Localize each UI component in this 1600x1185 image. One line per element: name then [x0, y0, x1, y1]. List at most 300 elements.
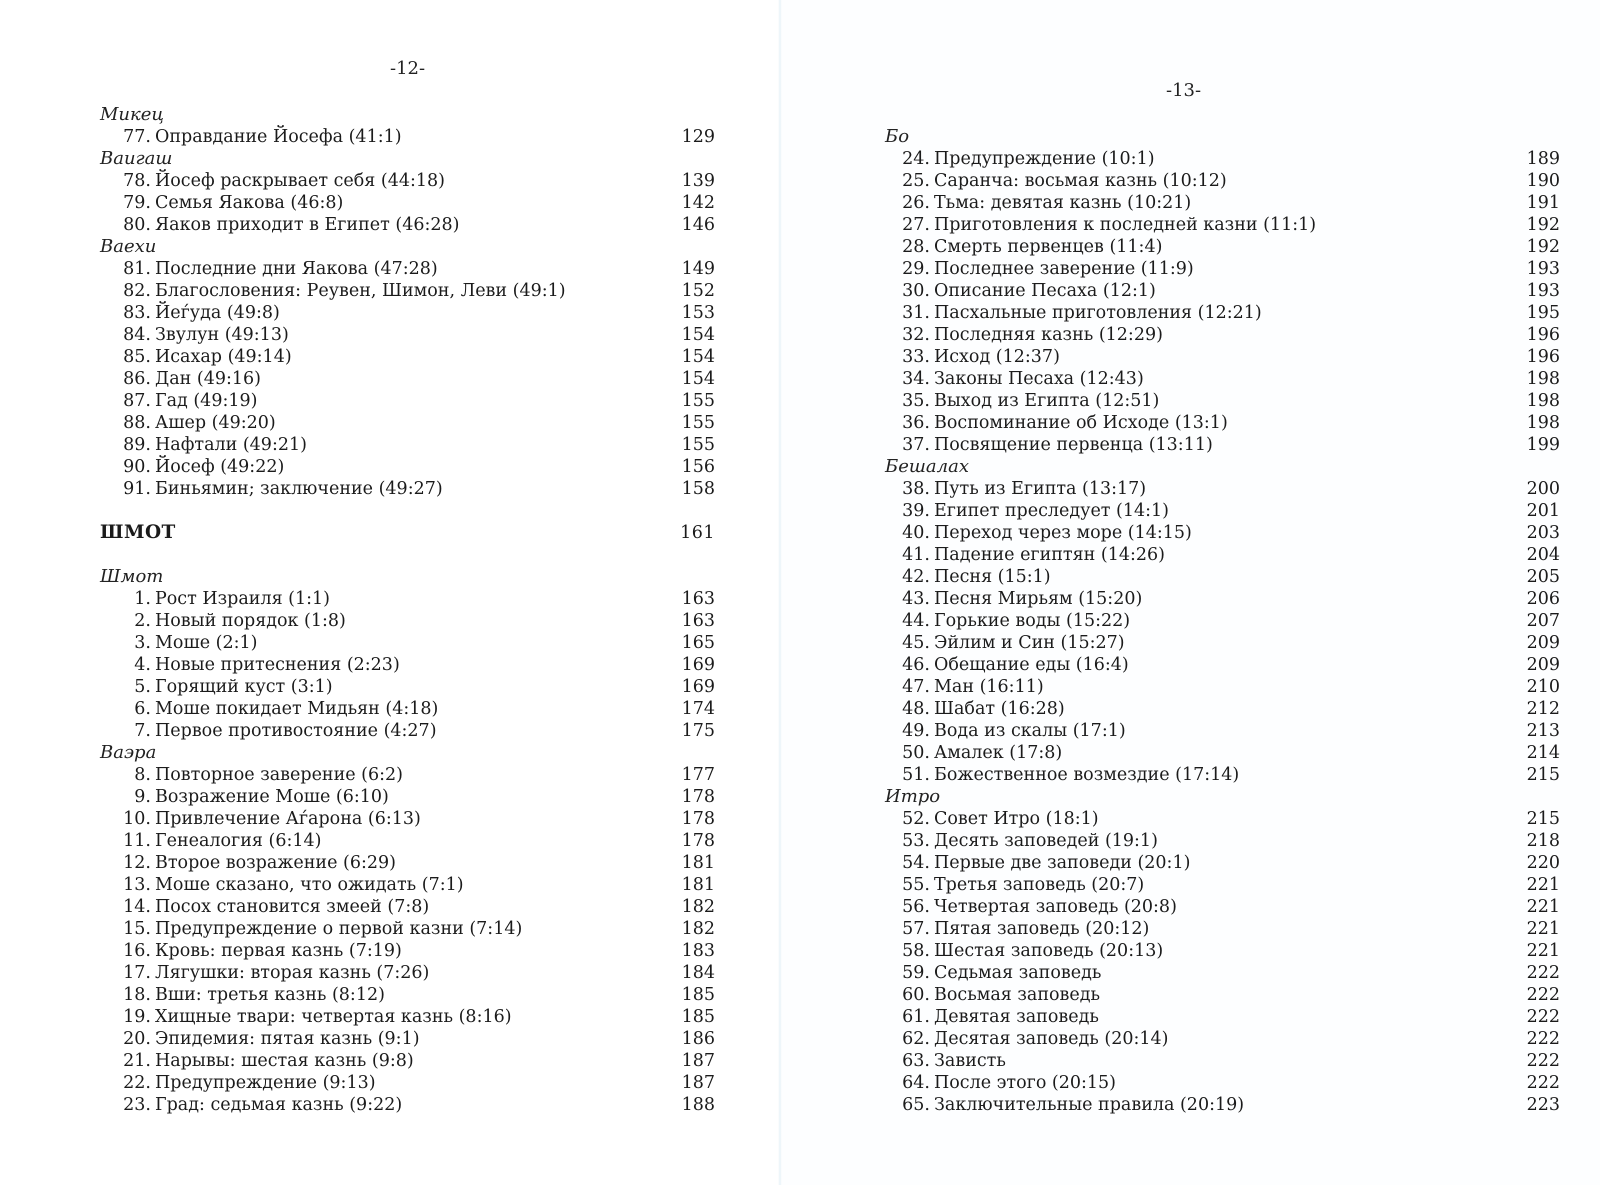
entry-number: 42.	[902, 567, 930, 587]
toc-entry	[885, 478, 1560, 500]
entry-number: 18.	[123, 985, 151, 1005]
page-ref: 175	[681, 721, 715, 741]
entry-title: Пасхальные приготовления (12:21)	[934, 303, 1262, 323]
entry-number: 44.	[902, 611, 930, 631]
toc-entry	[100, 302, 715, 324]
entry-title: Эйлим и Син (15:27)	[934, 633, 1125, 653]
toc-entry	[100, 324, 715, 346]
section-heading: Шмот	[100, 566, 164, 587]
toc-entry	[885, 368, 1560, 390]
toc-entry	[100, 632, 715, 654]
page-ref: 169	[681, 677, 715, 697]
entry-number: 1.	[134, 589, 151, 609]
entry-title: Звулун (49:13)	[155, 325, 289, 345]
entry-number: 4.	[134, 655, 151, 675]
toc-entry	[885, 522, 1560, 544]
entry-title: После этого (20:15)	[934, 1073, 1117, 1093]
entry-number: 52.	[902, 809, 930, 829]
toc-entry	[100, 214, 715, 236]
entry-title: Первое противостояние (4:27)	[155, 721, 437, 741]
entry-number: 43.	[902, 589, 930, 609]
entry-title: Божественное возмездие (17:14)	[934, 765, 1240, 785]
toc-entry	[885, 346, 1560, 368]
section-heading: Итро	[885, 786, 941, 807]
section-heading: Ваехи	[100, 236, 157, 257]
page-ref: 212	[1526, 699, 1560, 719]
entry-number: 54.	[902, 853, 930, 873]
entry-number: 56.	[902, 897, 930, 917]
toc-entry	[885, 720, 1560, 742]
entry-title: Привлечение Аѓарона (6:13)	[155, 809, 421, 829]
entry-title: Яаков приходит в Египет (46:28)	[155, 215, 460, 235]
page-ref: 177	[681, 765, 715, 785]
entry-title: Законы Песаха (12:43)	[934, 369, 1144, 389]
entry-title: Новые притеснения (2:23)	[155, 655, 400, 675]
entry-number: 15.	[123, 919, 151, 939]
entry-number: 46.	[902, 655, 930, 675]
entry-number: 62.	[902, 1029, 930, 1049]
page-ref: 142	[681, 193, 715, 213]
entry-title: Хищные твари: четвертая казнь (8:16)	[155, 1007, 512, 1027]
entry-title: Рост Израиля (1:1)	[155, 589, 330, 609]
page-ref: 146	[681, 215, 715, 235]
page-ref: 198	[1526, 413, 1560, 433]
toc-entry	[885, 390, 1560, 412]
page-ref: 155	[681, 435, 715, 455]
entry-number: 25.	[902, 171, 930, 191]
toc-entry	[100, 1006, 715, 1028]
entry-number: 61.	[902, 1007, 930, 1027]
entry-title: Вода из скалы (17:1)	[934, 721, 1126, 741]
entry-number: 38.	[902, 479, 930, 499]
left-page	[0, 0, 780, 1185]
toc-entry	[885, 610, 1560, 632]
entry-title: Переход через море (14:15)	[934, 523, 1192, 543]
toc-entry	[885, 830, 1560, 852]
entry-title: Последнее заверение (11:9)	[934, 259, 1194, 279]
entry-number: 50.	[902, 743, 930, 763]
entry-number: 89.	[123, 435, 151, 455]
page-ref: 182	[681, 897, 715, 917]
toc-entry	[100, 368, 715, 390]
entry-number: 59.	[902, 963, 930, 983]
entry-number: 29.	[902, 259, 930, 279]
page-ref: 188	[681, 1095, 715, 1115]
entry-title: Седьмая заповедь	[934, 963, 1102, 983]
entry-title: Оправдание Йосефа (41:1)	[155, 127, 402, 147]
toc-entry	[100, 852, 715, 874]
toc-entry	[885, 258, 1560, 280]
page-ref: 223	[1526, 1095, 1560, 1115]
entry-number: 16.	[123, 941, 151, 961]
page-ref: 221	[1526, 941, 1560, 961]
entry-number: 79.	[123, 193, 151, 213]
entry-number: 9.	[134, 787, 151, 807]
right-page	[782, 0, 1600, 1185]
entry-number: 90.	[123, 457, 151, 477]
entry-title: Воспоминание об Исходе (13:1)	[934, 413, 1228, 433]
entry-number: 2.	[134, 611, 151, 631]
page-ref: 183	[681, 941, 715, 961]
entry-number: 30.	[902, 281, 930, 301]
entry-number: 82.	[123, 281, 151, 301]
entry-title: Путь из Египта (13:17)	[934, 479, 1147, 499]
entry-number: 32.	[902, 325, 930, 345]
entry-title: Исход (12:37)	[934, 347, 1060, 367]
section-heading: Микец	[100, 104, 164, 125]
toc-list	[885, 126, 1560, 1116]
entry-title: Гад (49:19)	[155, 391, 258, 411]
toc-entry	[885, 698, 1560, 720]
page-ref: 174	[681, 699, 715, 719]
entry-number: 24.	[902, 149, 930, 169]
entry-number: 21.	[123, 1051, 151, 1071]
toc-entry	[885, 632, 1560, 654]
entry-title: Биньямин; заключение (49:27)	[155, 479, 443, 499]
entry-title: Тьма: девятая казнь (10:21)	[934, 193, 1192, 213]
page-ref: 169	[681, 655, 715, 675]
page-ref: 221	[1526, 919, 1560, 939]
toc-entry	[885, 1006, 1560, 1028]
toc-entry	[100, 456, 715, 478]
entry-title: Йосеф (49:22)	[155, 457, 285, 477]
entry-title: Египет преследует (14:1)	[934, 501, 1169, 521]
toc-entry	[100, 280, 715, 302]
entry-title: Шестая заповедь (20:13)	[934, 941, 1164, 961]
entry-number: 19.	[123, 1007, 151, 1027]
page-ref: 181	[681, 875, 715, 895]
entry-number: 35.	[902, 391, 930, 411]
entry-title: Йеѓуда (49:8)	[155, 303, 280, 323]
toc-entry	[885, 940, 1560, 962]
toc-entry	[100, 1028, 715, 1050]
entry-number: 3.	[134, 633, 151, 653]
page-ref: 185	[681, 985, 715, 1005]
page-ref: 190	[1526, 171, 1560, 191]
entry-title: Посвящение первенца (13:11)	[934, 435, 1213, 455]
entry-title: Град: седьмая казнь (9:22)	[155, 1095, 403, 1115]
toc-entry	[885, 324, 1560, 346]
page-ref: 184	[681, 963, 715, 983]
entry-title: Восьмая заповедь	[934, 985, 1101, 1005]
entry-title: Последние дни Яакова (47:28)	[155, 259, 438, 279]
entry-title: Предупреждение о первой казни (7:14)	[155, 919, 523, 939]
page-ref: 192	[1526, 237, 1560, 257]
entry-number: 6.	[134, 699, 151, 719]
toc-entry	[885, 500, 1560, 522]
page-ref: 193	[1526, 259, 1560, 279]
toc-list	[100, 104, 715, 1116]
entry-number: 48.	[902, 699, 930, 719]
toc-entry	[885, 1072, 1560, 1094]
toc-entry	[100, 720, 715, 742]
toc-entry	[100, 1050, 715, 1072]
entry-title: Вши: третья казнь (8:12)	[155, 985, 385, 1005]
page-ref: 161	[680, 523, 715, 543]
entry-number: 65.	[902, 1095, 930, 1115]
entry-number: 22.	[123, 1073, 151, 1093]
page-ref: 209	[1526, 633, 1560, 653]
page-ref: 191	[1526, 193, 1560, 213]
entry-title: Смерть первенцев (11:4)	[934, 237, 1163, 257]
entry-title: Горькие воды (15:22)	[934, 611, 1131, 631]
page-ref: 210	[1526, 677, 1560, 697]
page-ref: 178	[681, 831, 715, 851]
entry-title: Лягушки: вторая казнь (7:26)	[155, 963, 430, 983]
section-heading: Бешалах	[885, 456, 970, 477]
page-ref: 200	[1526, 479, 1560, 499]
entry-number: 41.	[902, 545, 930, 565]
entry-number: 37.	[902, 435, 930, 455]
entry-number: 88.	[123, 413, 151, 433]
toc-entry	[885, 874, 1560, 896]
toc-entry	[885, 302, 1560, 324]
page-ref: 139	[681, 171, 715, 191]
entry-number: 5.	[134, 677, 151, 697]
page-ref: 154	[681, 369, 715, 389]
entry-number: 49.	[902, 721, 930, 741]
entry-title: Горящий куст (3:1)	[155, 677, 333, 697]
page-ref: 222	[1526, 1029, 1560, 1049]
page-ref: 154	[681, 347, 715, 367]
entry-title: Эпидемия: пятая казнь (9:1)	[155, 1029, 420, 1049]
toc-entry	[885, 170, 1560, 192]
toc-entry	[100, 984, 715, 1006]
entry-number: 87.	[123, 391, 151, 411]
entry-title: Первые две заповеди (20:1)	[934, 853, 1191, 873]
entry-number: 80.	[123, 215, 151, 235]
toc-entry	[885, 148, 1560, 170]
toc-entry	[100, 412, 715, 434]
page-ref: 192	[1526, 215, 1560, 235]
entry-number: 63.	[902, 1051, 930, 1071]
entry-title: Пятая заповедь (20:12)	[934, 919, 1150, 939]
section-heading: Ваигаш	[100, 148, 173, 169]
entry-title: Заключительные правила (20:19)	[934, 1095, 1245, 1115]
entry-number: 34.	[902, 369, 930, 389]
entry-title: Совет Итро (18:1)	[934, 809, 1099, 829]
page-ref: 129	[681, 127, 715, 147]
entry-title: Благословения: Реувен, Шимон, Леви (49:1)	[155, 281, 566, 301]
page-ref: 203	[1526, 523, 1560, 543]
toc-entry	[100, 390, 715, 412]
entry-number: 83.	[123, 303, 151, 323]
section-heading: Бо	[885, 126, 910, 147]
page-ref: 215	[1526, 809, 1560, 829]
entry-title: Третья заповедь (20:7)	[934, 875, 1145, 895]
entry-number: 86.	[123, 369, 151, 389]
entry-number: 45.	[902, 633, 930, 653]
entry-number: 47.	[902, 677, 930, 697]
toc-entry	[885, 852, 1560, 874]
entry-number: 55.	[902, 875, 930, 895]
entry-number: 33.	[902, 347, 930, 367]
toc-entry	[100, 918, 715, 940]
entry-number: 51.	[902, 765, 930, 785]
page-ref: 156	[681, 457, 715, 477]
entry-number: 53.	[902, 831, 930, 851]
entry-title: Возражение Моше (6:10)	[155, 787, 389, 807]
toc-entry	[100, 830, 715, 852]
entry-number: 40.	[902, 523, 930, 543]
toc-entry	[885, 742, 1560, 764]
page-ref: 149	[681, 259, 715, 279]
toc-entry	[885, 676, 1560, 698]
entry-number: 28.	[902, 237, 930, 257]
toc-entry	[100, 698, 715, 720]
spacer	[100, 500, 715, 522]
toc-entry	[885, 236, 1560, 258]
toc-entry	[885, 962, 1560, 984]
entry-title: Моше сказано, что ожидать (7:1)	[155, 875, 464, 895]
toc-entry	[100, 896, 715, 918]
entry-title: Песня Мирьям (15:20)	[934, 589, 1143, 609]
page-ref: 196	[1526, 347, 1560, 367]
entry-title: Шабат (16:28)	[934, 699, 1065, 719]
page-number: -12-	[390, 58, 426, 79]
toc-entry	[100, 654, 715, 676]
entry-number: 36.	[902, 413, 930, 433]
entry-title: Зависть	[934, 1051, 1006, 1071]
toc-entry	[885, 214, 1560, 236]
entry-title: Предупреждение (10:1)	[934, 149, 1155, 169]
entry-title: Повторное заверение (6:2)	[155, 765, 403, 785]
entry-number: 7.	[134, 721, 151, 741]
page-ref: 209	[1526, 655, 1560, 675]
page-ref: 186	[681, 1029, 715, 1049]
toc-entry	[885, 1028, 1560, 1050]
toc-entry	[100, 808, 715, 830]
entry-number: 11.	[123, 831, 151, 851]
page-ref: 154	[681, 325, 715, 345]
entry-title: Дан (49:16)	[155, 369, 261, 389]
entry-title: Падение египтян (14:26)	[934, 545, 1165, 565]
page-ref: 187	[681, 1051, 715, 1071]
page-ref: 178	[681, 809, 715, 829]
page-ref: 220	[1526, 853, 1560, 873]
entry-number: 23.	[123, 1095, 151, 1115]
toc-entry	[100, 346, 715, 368]
entry-title: Обещание еды (16:4)	[934, 655, 1129, 675]
entry-number: 64.	[902, 1073, 930, 1093]
toc-entry	[100, 786, 715, 808]
toc-entry	[100, 588, 715, 610]
page-ref: 204	[1526, 545, 1560, 565]
page-ref: 198	[1526, 391, 1560, 411]
section-heading: Ваэра	[100, 742, 157, 763]
entry-number: 77.	[123, 127, 151, 147]
entry-title: Новый порядок (1:8)	[155, 611, 346, 631]
toc-entry	[885, 654, 1560, 676]
page-ref: 193	[1526, 281, 1560, 301]
entry-number: 81.	[123, 259, 151, 279]
page-ref: 222	[1526, 1073, 1560, 1093]
entry-title: Ашер (49:20)	[155, 413, 276, 433]
entry-title: Кровь: первая казнь (7:19)	[155, 941, 402, 961]
page-ref: 185	[681, 1007, 715, 1027]
entry-number: 91.	[123, 479, 151, 499]
page-ref: 206	[1526, 589, 1560, 609]
entry-title: Моше покидает Мидьян (4:18)	[155, 699, 439, 719]
entry-title: Выход из Египта (12:51)	[934, 391, 1160, 411]
toc-entry	[100, 940, 715, 962]
entry-number: 17.	[123, 963, 151, 983]
page-ref: 196	[1526, 325, 1560, 345]
page-ref: 221	[1526, 875, 1560, 895]
entry-title: Девятая заповедь	[934, 1007, 1099, 1027]
page-ref: 152	[681, 281, 715, 301]
page-number: -13-	[1166, 80, 1202, 101]
toc-entry	[100, 192, 715, 214]
entry-title: Нафтали (49:21)	[155, 435, 307, 455]
entry-number: 78.	[123, 171, 151, 191]
toc-entry	[885, 1094, 1560, 1116]
entry-number: 27.	[902, 215, 930, 235]
entry-title: Песня (15:1)	[934, 567, 1051, 587]
toc-entry	[885, 1050, 1560, 1072]
page-ref: 158	[681, 479, 715, 499]
toc-entry	[885, 434, 1560, 456]
entry-title: Ман (16:11)	[934, 677, 1044, 697]
entry-number: 60.	[902, 985, 930, 1005]
page-ref: 163	[681, 589, 715, 609]
entry-title: Амалек (17:8)	[934, 743, 1063, 763]
toc-entry	[885, 566, 1560, 588]
entry-number: 13.	[123, 875, 151, 895]
toc-entry	[100, 962, 715, 984]
entry-title: Йосеф раскрывает себя (44:18)	[155, 171, 445, 191]
page-ref: 222	[1526, 963, 1560, 983]
page-ref: 218	[1526, 831, 1560, 851]
entry-title: Моше (2:1)	[155, 633, 258, 653]
toc-entry	[100, 610, 715, 632]
entry-title: Четвертая заповедь (20:8)	[934, 897, 1177, 917]
entry-number: 20.	[123, 1029, 151, 1049]
entry-title: Десять заповедей (19:1)	[934, 831, 1158, 851]
entry-number: 8.	[134, 765, 151, 785]
page-ref: 163	[681, 611, 715, 631]
page-ref: 213	[1526, 721, 1560, 741]
toc-entry	[100, 258, 715, 280]
page-ref: 187	[681, 1073, 715, 1093]
toc-entry	[885, 896, 1560, 918]
page-ref: 178	[681, 787, 715, 807]
page-ref: 155	[681, 391, 715, 411]
page-ref: 181	[681, 853, 715, 873]
page-ref: 214	[1526, 743, 1560, 763]
page-ref: 198	[1526, 369, 1560, 389]
toc-entry	[885, 764, 1560, 786]
part-title: ШМОТ	[100, 522, 176, 543]
entry-title: Посох становится змеей (7:8)	[155, 897, 430, 917]
toc-entry	[100, 1072, 715, 1094]
page-ref: 199	[1526, 435, 1560, 455]
page-ref: 195	[1526, 303, 1560, 323]
entry-number: 85.	[123, 347, 151, 367]
spacer	[100, 544, 715, 566]
toc-entry	[885, 544, 1560, 566]
page-ref: 182	[681, 919, 715, 939]
page-ref: 165	[681, 633, 715, 653]
entry-title: Нарывы: шестая казнь (9:8)	[155, 1051, 414, 1071]
toc-entry	[100, 478, 715, 500]
toc-entry	[100, 434, 715, 456]
entry-title: Исахар (49:14)	[155, 347, 292, 367]
entry-number: 12.	[123, 853, 151, 873]
page-ref: 207	[1526, 611, 1560, 631]
entry-number: 84.	[123, 325, 151, 345]
entry-title: Последняя казнь (12:29)	[934, 325, 1163, 345]
